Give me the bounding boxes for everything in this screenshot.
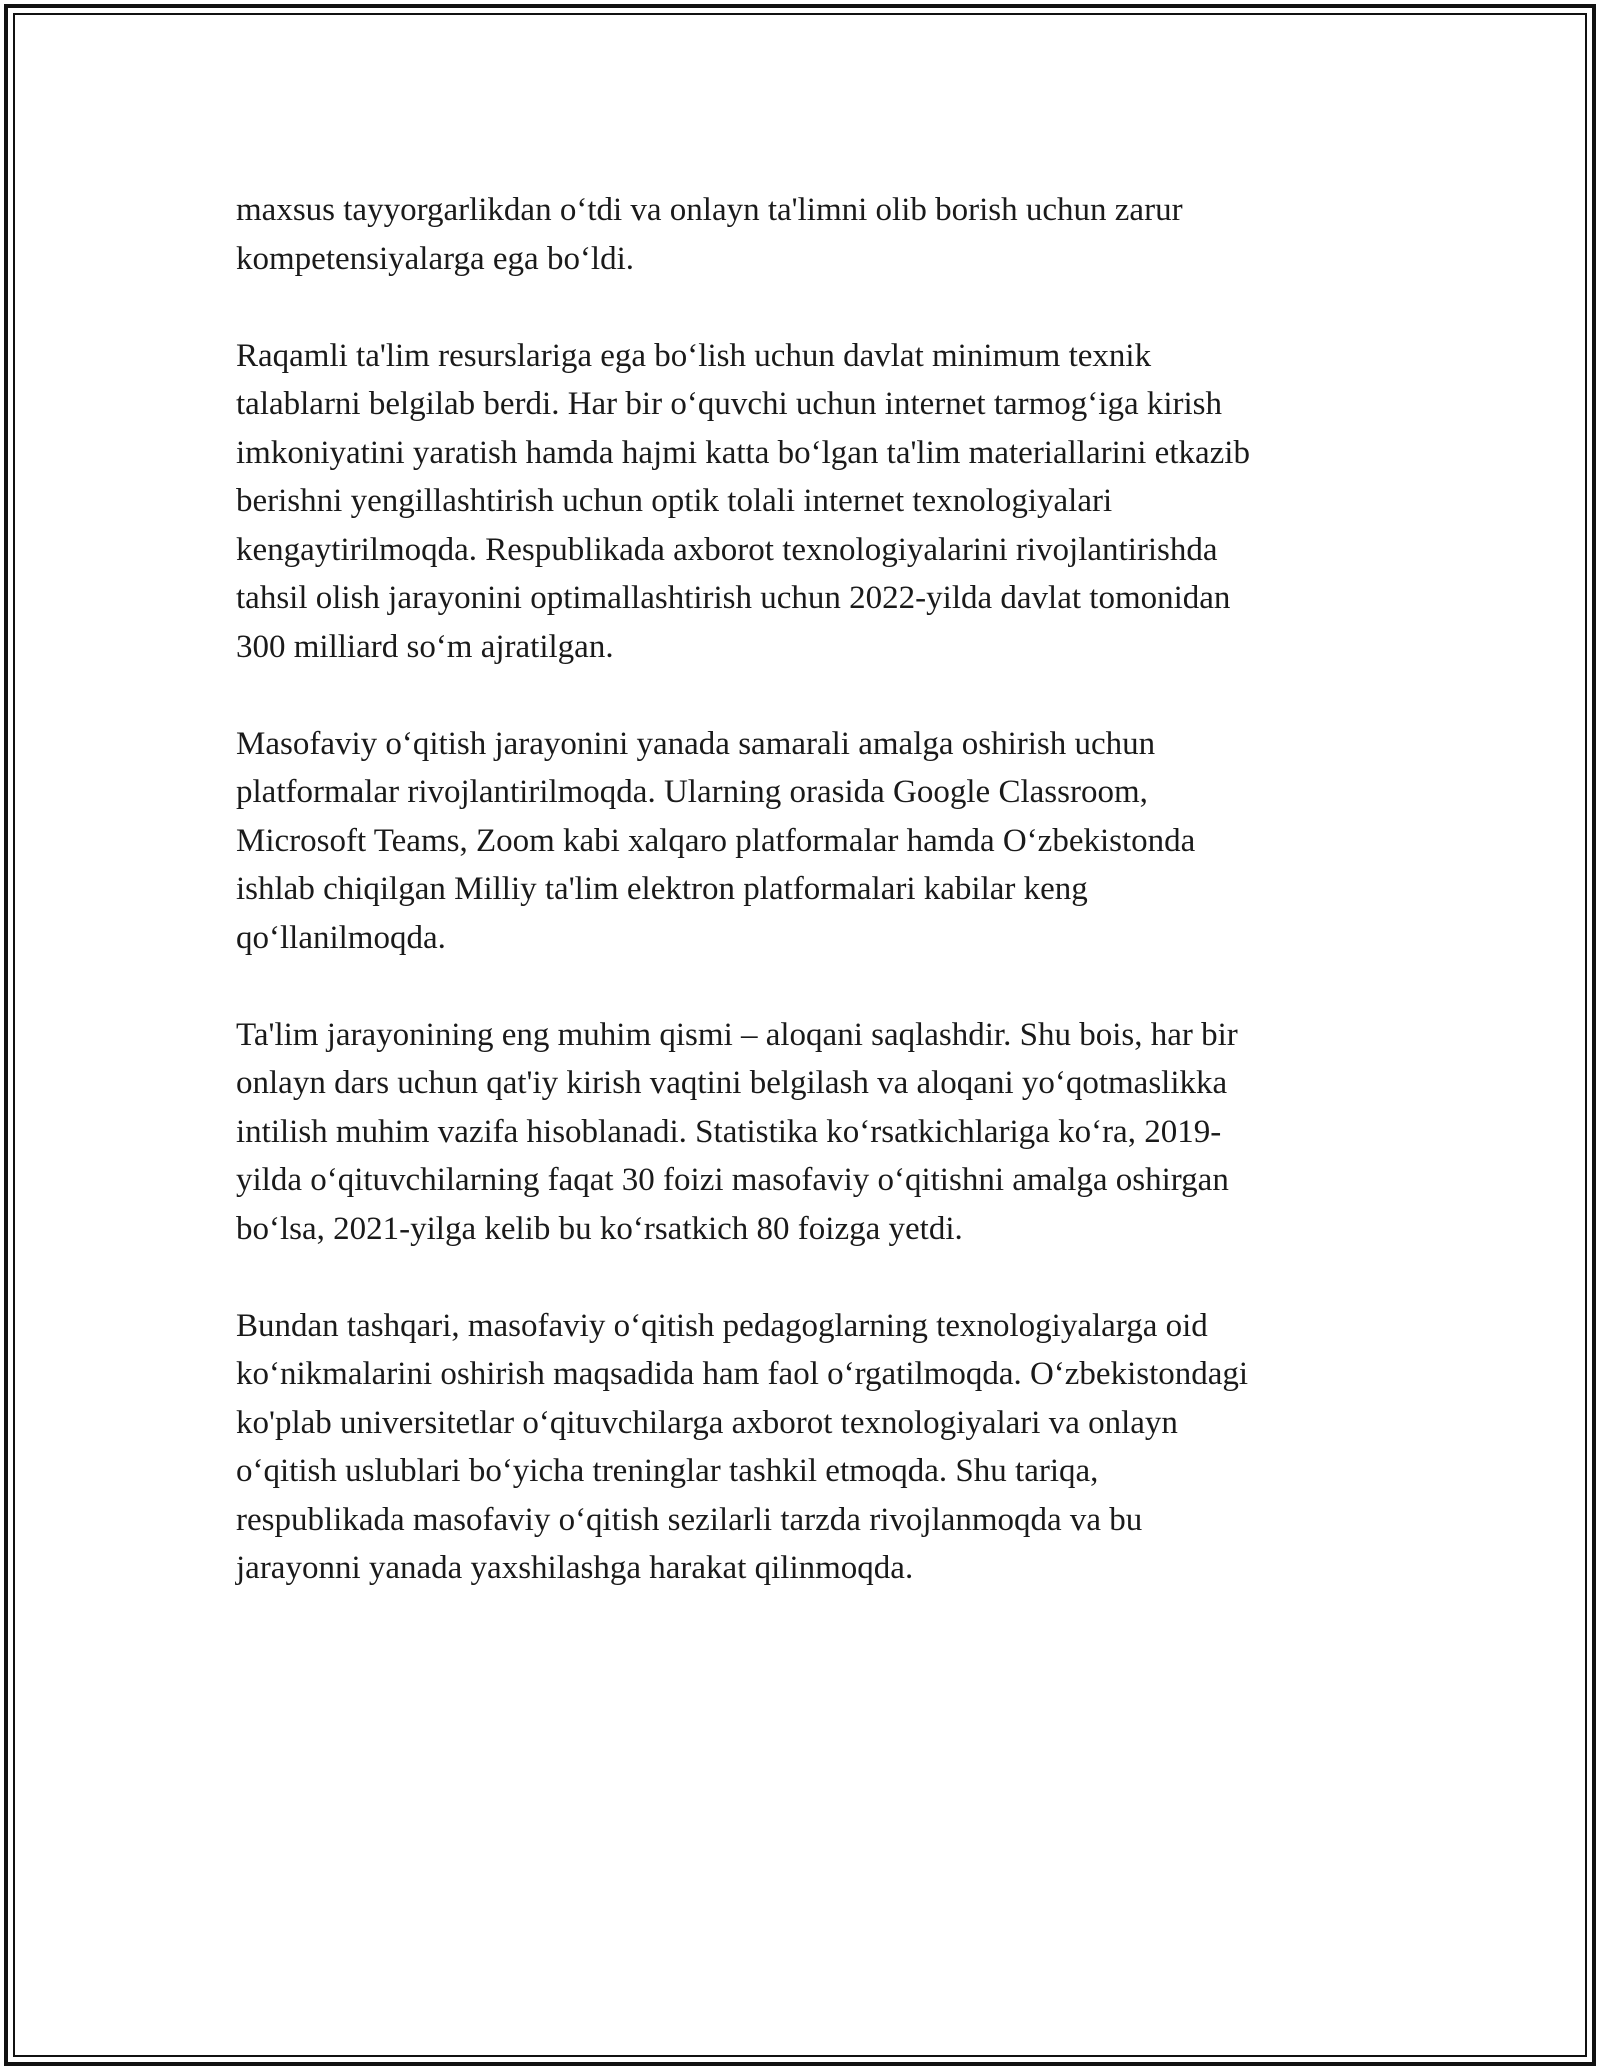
text-line: platformalar rivojlantirilmoqda. Ularning orasida Google Classroom, bbox=[236, 774, 1148, 810]
document-body bbox=[236, 186, 1366, 1641]
text-line: kengaytirilmoqda. Respublikada axborot texnologiyalarini rivojlantirishda bbox=[236, 531, 1218, 568]
text-line: Bundan tashqari, masofaviy o‘qitish pedagoglarning texnologiyalarga oid bbox=[236, 1307, 1208, 1344]
text-line: Microsoft Teams, Zoom kabi xalqaro platformalar hamda O‘zbekistonda bbox=[236, 822, 1196, 859]
text-line: talablarni belgilab berdi. Har bir o‘quvchi uchun internet tarmog‘iga kirish bbox=[236, 386, 1223, 422]
text-line: 300 milliard so‘m ajratilgan. bbox=[236, 628, 614, 665]
text-line: o‘qitish uslublari bo‘yicha treninglar tashkil etmoqda. Shu tariqa, bbox=[236, 1453, 1099, 1489]
text-line: Ta'lim jarayonining eng muhim qismi – aloqani saqlashdir. Shu bois, har bir bbox=[236, 1016, 1238, 1053]
text-line: jarayonni yanada yaxshilashga harakat qilinmoqda. bbox=[236, 1550, 914, 1586]
text-line: bo‘lsa, 2021-yilga kelib bu ko‘rsatkich 80 foizga yetdi. bbox=[236, 1210, 963, 1247]
text-line: intilish muhim vazifa hisoblanadi. Statistika ko‘rsatkichlariga ko‘ra, 2019- bbox=[236, 1113, 1222, 1150]
paragraph bbox=[236, 1302, 1366, 1593]
text-line: berishni yengillashtirish uchun optik tolali internet texnologiyalari bbox=[236, 483, 1113, 519]
text-line: respublikada masofaviy o‘qitish sezilarli tarzda rivojlanmoqda va bu bbox=[236, 1501, 1143, 1538]
text-line: yilda o‘qituvchilarning faqat 30 foizi masofaviy o‘qitishni amalga oshirgan bbox=[236, 1162, 1229, 1198]
text-line: tahsil olish jarayonini optimallashtirish uchun 2022-yilda davlat tomonidan bbox=[236, 580, 1231, 616]
text-line: ko'plab universitetlar o‘qituvchilarga axborot texnologiyalari va onlayn bbox=[236, 1404, 1178, 1441]
text-line: Raqamli ta'lim resurslariga ega bo‘lish uchun davlat minimum texnik bbox=[236, 337, 1152, 374]
paragraph bbox=[236, 720, 1366, 963]
text-line: qo‘llanilmoqda. bbox=[236, 919, 446, 956]
paragraph bbox=[236, 332, 1366, 672]
text-line: Masofaviy o‘qitish jarayonini yanada samarali amalga oshirish uchun bbox=[236, 725, 1156, 762]
paragraph bbox=[236, 186, 1366, 283]
text-line: imkoniyatini yaratish hamda hajmi katta bo‘lgan ta'lim materiallarini etkazib bbox=[236, 434, 1250, 471]
text-line: kompetensiyalarga ega bo‘ldi. bbox=[236, 240, 635, 277]
text-line: onlayn dars uchun qat'iy kirish vaqtini belgilash va aloqani yo‘qotmaslikka bbox=[236, 1065, 1228, 1101]
text-line: maxsus tayyorgarlikdan o‘tdi va onlayn ta'limni olib borish uchun zarur bbox=[236, 192, 1183, 228]
paragraph bbox=[236, 1011, 1366, 1254]
text-line: ko‘nikmalarini oshirish maqsadida ham faol o‘rgatilmoqda. O‘zbekistondagi bbox=[236, 1356, 1249, 1392]
text-line: ishlab chiqilgan Milliy ta'lim elektron platformalari kabilar keng bbox=[236, 871, 1088, 907]
